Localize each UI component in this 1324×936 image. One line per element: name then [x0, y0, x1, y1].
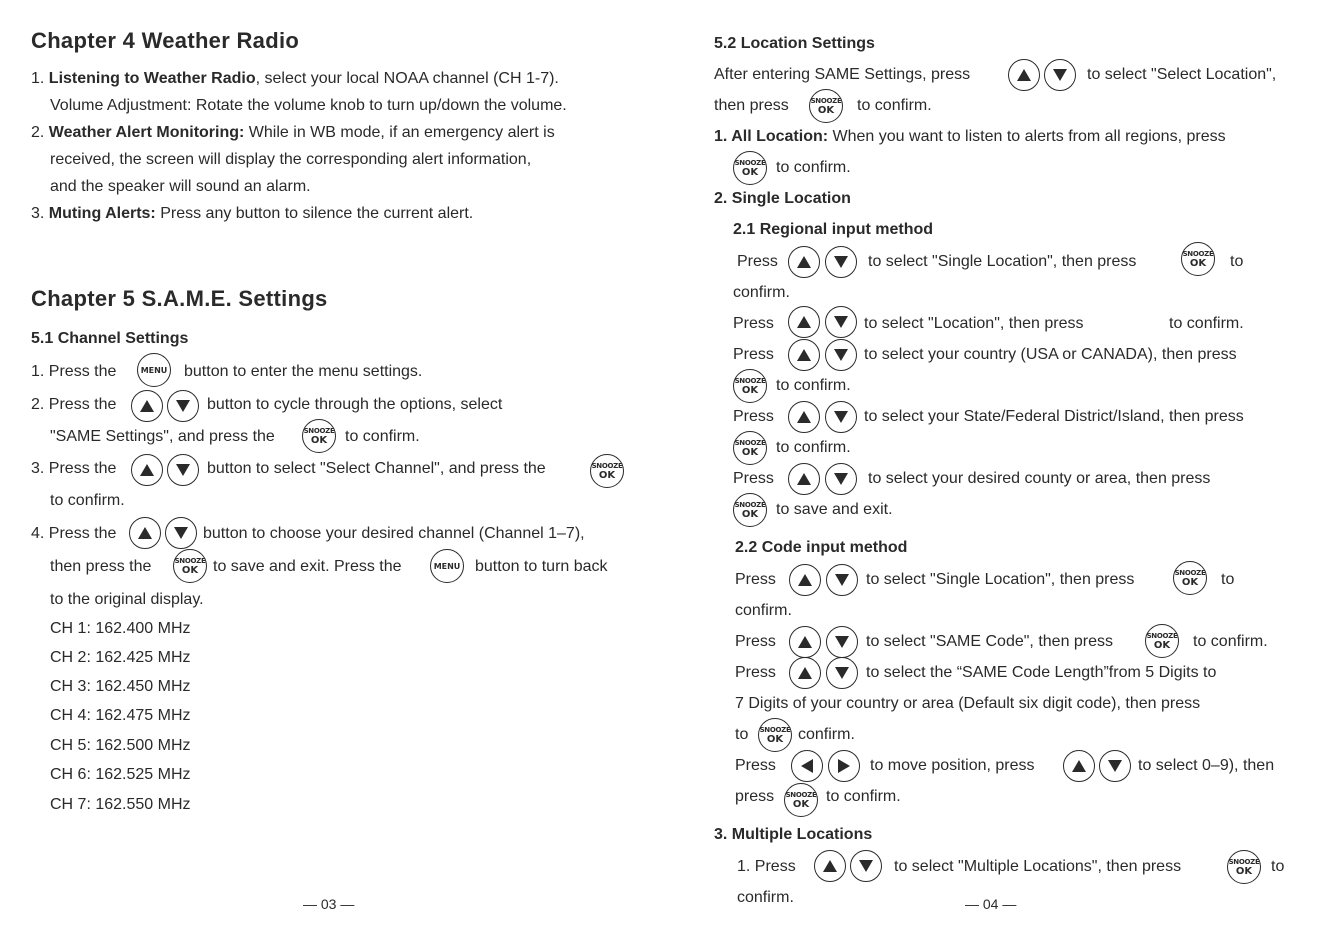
step-text: to select "Location", then press [864, 315, 1084, 332]
step-text: 7 Digits of your country or area (Default six digit code), then press [735, 695, 1201, 712]
item-heading: 1. All Location: [714, 128, 829, 145]
item-text: , select your local NOAA channel (CH 1-7). [255, 70, 559, 87]
down-arrow-icon [825, 246, 857, 278]
step-text: Press [735, 571, 776, 588]
step-text: Press [733, 470, 774, 487]
step-text: 2. Press the [31, 396, 117, 413]
step-text: to confirm. [857, 97, 932, 114]
down-arrow-icon [165, 517, 197, 549]
item-heading: Weather Alert Monitoring: [48, 124, 245, 141]
step-text: Press [733, 408, 774, 425]
step-text: confirm. [737, 889, 794, 906]
step-text: Press [735, 664, 776, 681]
ok-label: OK [1153, 639, 1171, 651]
step-text: to select "SAME Code", then press [866, 633, 1114, 650]
right-arrow-icon [828, 750, 860, 782]
snooze-label: SNOOZE [759, 725, 791, 734]
step-text: Press [733, 346, 774, 363]
step-text: to [1221, 571, 1235, 588]
snooze-ok-button-icon [173, 549, 207, 583]
step-text: Press [735, 757, 776, 774]
step-text: button to choose your desired channel (Channel 1–7), [203, 525, 585, 542]
ok-label: OK [817, 104, 835, 116]
step-text: to [1271, 858, 1285, 875]
step-text: button to turn back [475, 558, 608, 575]
ok-label: OK [1189, 257, 1207, 269]
up-arrow-icon [789, 626, 821, 658]
item-text: When you want to listen to alerts from all regions, press [828, 128, 1226, 145]
snooze-ok-button-icon [590, 454, 624, 488]
up-arrow-icon [788, 246, 820, 278]
step-text: to select your desired county or area, then press [868, 470, 1211, 487]
step-text: "SAME Settings", and press the [50, 428, 275, 445]
step-text: then press [714, 97, 789, 114]
step-text: to confirm. [826, 788, 901, 805]
section-heading: 5.2 Location Settings [714, 35, 875, 52]
snooze-ok-button-icon [1181, 242, 1215, 276]
down-arrow-icon [825, 306, 857, 338]
item-text: and the speaker will sound an alarm. [50, 178, 311, 195]
list-item [31, 123, 555, 143]
chapter-4-title: Chapter 4 Weather Radio [31, 28, 300, 53]
item-text: Press any button to silence the current alert. [155, 205, 474, 222]
step-text: to confirm. [1193, 633, 1268, 650]
step-text: 3. Press the [31, 460, 117, 477]
snooze-ok-button-icon [1227, 850, 1261, 884]
snooze-label: SNOOZE [734, 158, 766, 167]
channel-frequency: CH 7: 162.550 MHz [50, 796, 191, 813]
chapter-5-title: Chapter 5 S.A.M.E. Settings [31, 286, 328, 311]
up-arrow-icon [789, 657, 821, 689]
up-arrow-icon [788, 339, 820, 371]
step-text: 4. Press the [31, 525, 117, 542]
step-text: Press [737, 253, 778, 270]
page-number: — 04 — [965, 896, 1017, 912]
snooze-label: SNOOZE [785, 790, 817, 799]
step-text: button to cycle through the options, select [207, 396, 503, 413]
snooze-ok-button-icon [302, 419, 336, 453]
snooze-ok-button-icon [809, 89, 843, 123]
snooze-label: SNOOZE [1228, 857, 1260, 866]
left-arrow-icon [791, 750, 823, 782]
up-arrow-icon [814, 850, 846, 882]
snooze-ok-button-icon [733, 431, 767, 465]
channel-frequency: CH 1: 162.400 MHz [50, 620, 191, 637]
ok-label: OK [1235, 865, 1253, 877]
down-arrow-icon [1044, 59, 1076, 91]
ok-label: OK [741, 508, 759, 520]
channel-frequency: CH 6: 162.525 MHz [50, 766, 191, 783]
section-heading: 2. Single Location [714, 190, 851, 207]
item-text: While in WB mode, if an emergency alert is [244, 124, 555, 141]
snooze-ok-button-icon [733, 151, 767, 185]
step-text: confirm. [735, 602, 792, 619]
step-text: 1. Press the [31, 363, 117, 380]
up-arrow-icon [788, 306, 820, 338]
list-item [714, 127, 1226, 147]
channel-frequency: CH 2: 162.425 MHz [50, 649, 191, 666]
step-text: to select "Single Location", then press [866, 571, 1135, 588]
up-arrow-icon [129, 517, 161, 549]
step-text: to the original display. [50, 591, 204, 608]
menu-label: MENU [433, 561, 461, 571]
snooze-ok-button-icon [784, 783, 818, 817]
snooze-label: SNOOZE [1174, 568, 1206, 577]
ok-label: OK [766, 733, 784, 745]
step-text: Press [733, 315, 774, 332]
up-arrow-icon [788, 463, 820, 495]
snooze-ok-button-icon [758, 718, 792, 752]
ok-label: OK [792, 798, 810, 810]
step-text: to confirm. [50, 492, 125, 509]
step-text: to confirm. [776, 377, 851, 394]
down-arrow-icon [826, 657, 858, 689]
snooze-ok-button-icon [733, 369, 767, 403]
down-arrow-icon [826, 626, 858, 658]
ok-label: OK [310, 434, 328, 446]
snooze-label: SNOOZE [303, 426, 335, 435]
step-text: to [735, 726, 749, 743]
snooze-label: SNOOZE [734, 438, 766, 447]
up-arrow-icon [1063, 750, 1095, 782]
up-arrow-icon [131, 390, 163, 422]
snooze-label: SNOOZE [591, 461, 623, 470]
step-text: to confirm. [345, 428, 420, 445]
step-text: 1. Press [737, 858, 796, 875]
snooze-label: SNOOZE [1146, 631, 1178, 640]
menu-button-icon [137, 353, 171, 387]
snooze-label: SNOOZE [734, 500, 766, 509]
step-text: to confirm. [776, 439, 851, 456]
item-heading: Listening to Weather Radio [48, 70, 256, 87]
down-arrow-icon [850, 850, 882, 882]
section-heading: 5.1 Channel Settings [31, 330, 189, 347]
up-arrow-icon [131, 454, 163, 486]
item-text: received, the screen will display the corresponding alert information, [50, 151, 532, 168]
menu-button-icon [430, 549, 464, 583]
step-text: to select "Single Location", then press [868, 253, 1137, 270]
channel-frequency: CH 4: 162.475 MHz [50, 707, 191, 724]
item-heading: Muting Alerts: [48, 205, 156, 222]
snooze-label: SNOOZE [734, 376, 766, 385]
step-text: to select the “SAME Code Length”from 5 Digits to [866, 664, 1217, 681]
item-text: Volume Adjustment: Rotate the volume knob to turn up/down the volume. [50, 97, 567, 114]
step-text: After entering SAME Settings, press [714, 66, 971, 83]
step-text: to move position, press [870, 757, 1035, 774]
channel-frequency: CH 5: 162.500 MHz [50, 737, 191, 754]
step-text: to confirm. [1169, 315, 1244, 332]
page-number: — 03 — [303, 896, 355, 912]
step-text: to save and exit. Press the [213, 558, 402, 575]
up-arrow-icon [1008, 59, 1040, 91]
channel-frequency: CH 3: 162.450 MHz [50, 678, 191, 695]
down-arrow-icon [167, 454, 199, 486]
menu-label: MENU [140, 365, 168, 375]
list-number: 2. [31, 124, 45, 141]
list-number: 3. [31, 205, 45, 222]
list-item [31, 69, 559, 89]
ok-label: OK [741, 166, 759, 178]
up-arrow-icon [789, 564, 821, 596]
list-item [31, 204, 473, 224]
step-text: to select "Select Location", [1087, 66, 1277, 83]
step-text: Press [735, 633, 776, 650]
subsection-heading: 2.1 Regional input method [733, 221, 934, 238]
snooze-ok-button-icon [733, 493, 767, 527]
step-text: to save and exit. [776, 501, 893, 518]
snooze-label: SNOOZE [810, 96, 842, 105]
ok-label: OK [741, 384, 759, 396]
snooze-ok-button-icon [1173, 561, 1207, 595]
down-arrow-icon [825, 401, 857, 433]
step-text: button to enter the menu settings. [184, 363, 423, 380]
step-text: to select your country (USA or CANADA), then press [864, 346, 1237, 363]
snooze-ok-button-icon [1145, 624, 1179, 658]
list-number: 1. [31, 70, 45, 87]
snooze-label: SNOOZE [1182, 249, 1214, 258]
step-text: to select 0–9), then [1138, 757, 1275, 774]
ok-label: OK [1181, 576, 1199, 588]
down-arrow-icon [825, 463, 857, 495]
step-text: confirm. [733, 284, 790, 301]
step-text: then press the [50, 558, 152, 575]
down-arrow-icon [167, 390, 199, 422]
step-text: to [1230, 253, 1244, 270]
subsection-heading: 2.2 Code input method [735, 539, 908, 556]
step-text: button to select "Select Channel", and press the [207, 460, 546, 477]
step-text: to confirm. [776, 159, 851, 176]
step-text: press [735, 788, 775, 805]
down-arrow-icon [826, 564, 858, 596]
down-arrow-icon [825, 339, 857, 371]
snooze-label: SNOOZE [174, 556, 206, 565]
ok-label: OK [181, 564, 199, 576]
section-heading: 3. Multiple Locations [714, 826, 873, 843]
step-text: confirm. [798, 726, 855, 743]
down-arrow-icon [1099, 750, 1131, 782]
up-arrow-icon [788, 401, 820, 433]
step-text: to select "Multiple Locations", then press [894, 858, 1182, 875]
ok-label: OK [741, 446, 759, 458]
ok-label: OK [598, 469, 616, 481]
step-text: to select your State/Federal District/Island, then press [864, 408, 1244, 425]
